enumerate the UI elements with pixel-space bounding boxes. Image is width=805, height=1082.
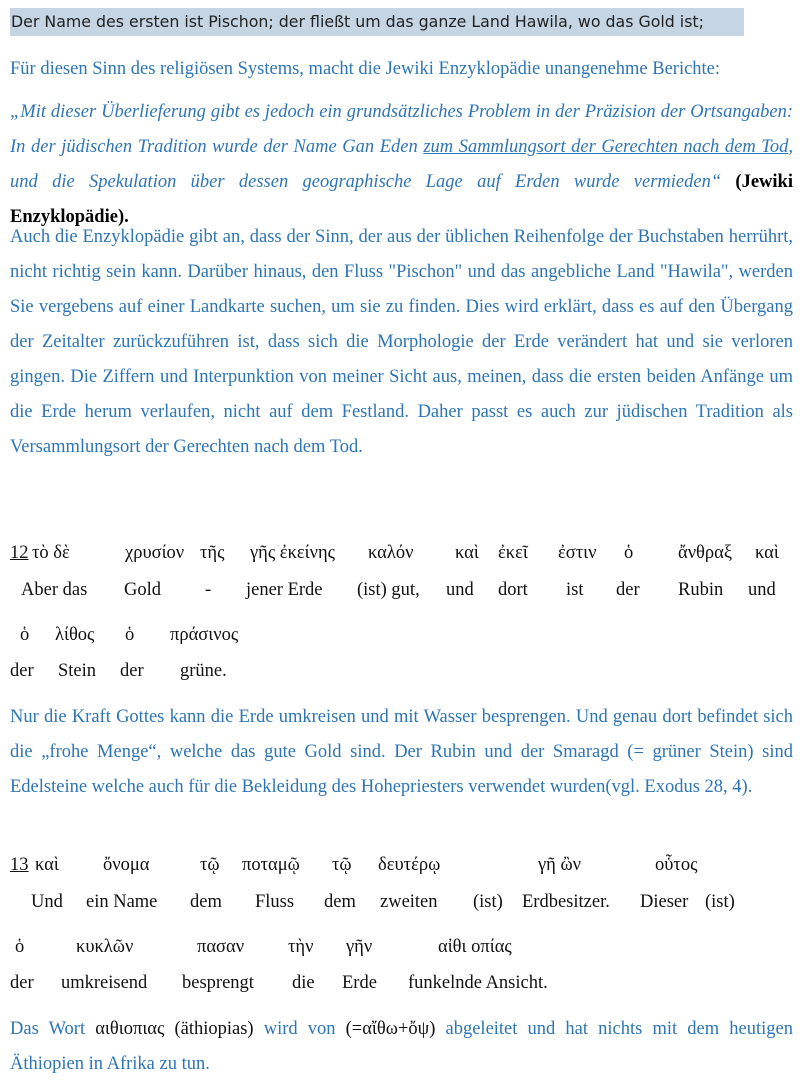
verse12-greek-row-2 <box>10 625 793 655</box>
verse-number: 12 <box>10 543 29 563</box>
german-word: dem <box>190 892 222 912</box>
greek-word: ποταμῷ <box>242 855 300 875</box>
german-word: grüne. <box>180 661 227 681</box>
german-word: (ist) gut, <box>357 580 420 600</box>
quote-text: „Mit dieser Überlieferung gibt es jedoch ein grundsätzliches Problem in der Präzision der Ortsangaben: In der jüdischen Tradition wurde der Name Gan Eden <box>10 102 793 157</box>
german-word: funkelnde Ansicht. <box>408 973 548 993</box>
greek-word: ὁ <box>624 543 634 563</box>
greek-word: καλόν <box>368 543 414 563</box>
greek-word: ἐστιν <box>558 543 597 563</box>
german-word: und <box>446 580 474 600</box>
verse12-german-row-2 <box>10 661 793 691</box>
quote-paragraph <box>10 95 793 235</box>
german-word: umkreisend <box>61 973 148 993</box>
german-word: besprengt <box>182 973 254 993</box>
verse13-greek-row <box>10 855 793 885</box>
greek-word: λίθος <box>55 625 95 645</box>
greek-word: τὸ δὲ <box>32 543 70 563</box>
greek-word: γῆς ἐκείνης <box>250 543 336 563</box>
greek-word: πράσινος <box>170 625 239 645</box>
german-word: die <box>292 973 315 993</box>
german-word: dort <box>498 580 528 600</box>
german-word: - <box>205 580 212 600</box>
verse13-german-row-2 <box>10 973 793 1003</box>
greek-word: οὗτος <box>655 855 698 875</box>
german-word: zweiten <box>380 892 438 912</box>
greek-word: ὁ <box>20 625 30 645</box>
german-word: (ist) <box>705 892 735 912</box>
etymology-paragraph <box>10 1012 793 1082</box>
greek-word: ὁ <box>15 937 25 957</box>
german-word: der <box>120 661 144 681</box>
etymology-text: Das Wort <box>10 1019 96 1039</box>
etymology-text-end: abgeleitet und hat nichts mit dem heutigen Äthiopien in Afrika zu tun. <box>10 1019 793 1074</box>
german-word: der <box>616 580 640 600</box>
greek-word: καὶ <box>455 543 479 563</box>
greek-word: πασαν <box>197 937 245 957</box>
german-word: Und <box>31 892 63 912</box>
german-word: Aber das <box>21 580 88 600</box>
greek-derivation: (=αἴθω+ὄψ) <box>345 1019 436 1039</box>
german-word: ist <box>566 580 584 600</box>
german-word: Erdbesitzer. <box>522 892 610 912</box>
greek-word: ἐκεῖ <box>498 543 528 563</box>
quote-text-end: , und die Spekulation über dessen geographische Lage auf Erden wurde vermieden“ <box>10 137 793 192</box>
commentary-paragraph: Nur die Kraft Gottes kann die Erde umkreisen und mit Wasser besprengen. Und genau dort befindet sich die „frohe Menge“, welche das gute Gold sind. Der Rubin und der Smaragd (= grüner Stein) sind Edelsteine welche auch für die Bekleidung des Hohepriesters verwendet wurden(vgl. Exodus 28, 4). <box>10 707 793 797</box>
greek-word: καὶ <box>755 543 779 563</box>
greek-word: γῆν <box>346 937 373 957</box>
greek-word: τὴν <box>288 937 314 957</box>
quote-source: (Jewiki Enzyklopädie). <box>10 172 793 227</box>
german-word: und <box>748 580 776 600</box>
greek-word: τῷ <box>200 855 220 875</box>
verse13-greek-row-2 <box>10 937 793 967</box>
german-word: Dieser <box>640 892 689 912</box>
german-word: Stein <box>58 661 97 681</box>
german-word: dem <box>324 892 356 912</box>
german-word: Rubin <box>678 580 724 600</box>
verse13-german-row <box>10 892 793 922</box>
greek-word: ὁ <box>125 625 135 645</box>
greek-word: δευτέρῳ <box>378 855 441 875</box>
greek-word: τῆς <box>200 543 225 563</box>
greek-term: αιθιοπιας (äthiopias) <box>95 1019 254 1039</box>
german-word: Erde <box>342 973 377 993</box>
german-word: der <box>10 973 34 993</box>
greek-word: χρυσίον <box>125 543 185 563</box>
verse12-german-row <box>10 580 793 610</box>
highlighted-verse-line: Der Name des ersten ist Pischon; der fließt um das ganze Land Hawila, wo das Gold ist; <box>10 8 744 36</box>
greek-word: καὶ <box>35 855 59 875</box>
german-word: Gold <box>124 580 161 600</box>
greek-word: ὄνομα <box>103 855 150 875</box>
german-word: der <box>10 661 34 681</box>
verse12-greek-row <box>10 543 793 573</box>
intro-paragraph: Für diesen Sinn des religiösen Systems, macht die Jewiki Enzyklopädie unangenehme Berichte: <box>10 59 721 79</box>
greek-word: τῷ <box>332 855 352 875</box>
explanation-paragraph: Auch die Enzyklopädie gibt an, dass der Sinn, der aus der üblichen Reihenfolge der Buchstaben herrührt, nicht richtig sein kann. Darüber hinaus, den Fluss "Pischon" und das angebliche Land "Hawila", werden Sie vergebens auf einer Landkarte suchen, um sie zu finden. Dies wird erklärt, dass es auf den Übergang der Zeitalter zurückzuführen ist, dass sich die Morphologie der Erde verändert hat und sie verloren gingen. Die Ziffern und Interpunktion von meiner Sicht aus, meinen, dass die ersten beiden Anfänge um die Erde herum verlaufen, nicht auf dem Festland. Daher passt es auch zur jüdischen Tradition als Versammlungsort der Gerechten nach dem Tod. <box>10 227 793 457</box>
quote-link[interactable]: zum Sammlungsort der Gerechten nach dem Tod <box>423 137 789 157</box>
german-word: ein Name <box>86 892 158 912</box>
german-word: jener Erde <box>246 580 323 600</box>
german-word: (ist) <box>473 892 503 912</box>
greek-word: γῆ ὢν <box>538 855 582 875</box>
german-word: Fluss <box>255 892 295 912</box>
greek-word: κυκλῶν <box>76 937 134 957</box>
etymology-text: wird von <box>253 1019 346 1039</box>
greek-word: ἄνθραξ <box>678 543 733 563</box>
verse-number: 13 <box>10 855 29 875</box>
greek-word: αἰθι οπίας <box>438 937 512 957</box>
